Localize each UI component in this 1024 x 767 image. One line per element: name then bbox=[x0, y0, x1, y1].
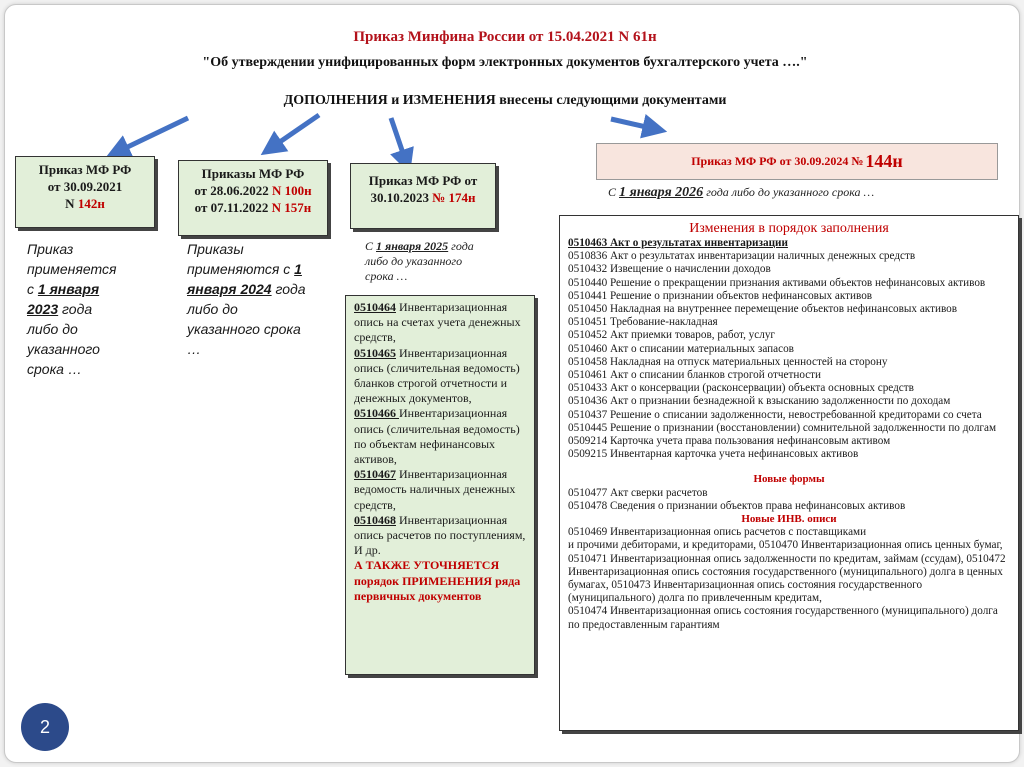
arrow-to-order1 bbox=[117, 118, 188, 152]
changes-list-item: 0510441 Решение о признании объектов нефинансовых активов bbox=[568, 289, 873, 302]
new-inv-item: 0510474 Инвентаризационная опись состояния государственного (муниципального) долга по предоставленным гарантиям bbox=[568, 605, 998, 631]
new-inv-title: Новые ИНВ. описи bbox=[741, 513, 837, 526]
new-form-item: 0510478 Сведения о признании объектов права нефинансовых активов bbox=[568, 499, 906, 512]
order4-note-b: года либо до указанного срока … bbox=[703, 185, 875, 199]
order2-note-date2: января 2024 bbox=[187, 281, 272, 297]
changes-list-item: 0510450 Накладная на внутреннее перемещение объектов нефинансовых активов bbox=[568, 303, 958, 316]
order1-note-e: либо до bbox=[27, 321, 78, 337]
new-inv-item: и прочими дебиторами, и кредиторами, 0510470 Инвентаризационная опись ценных бумаг, 0510471 Инвентаризационная опись задолженности по кредитам, займам (ссудам), 0510472 Инвентаризационная опись состояния государственного (муниципального) долга в ценных бумагах, 0510473 Инвентаризационная опись состояния государственного (муниципального) долга по привлеченным кредитам, bbox=[568, 539, 1006, 605]
changes-list-item: 0510461 Акт о списании бланков строгой отчетности bbox=[568, 369, 822, 382]
changes-first-item: 0510463 Акт о результатах инвентаризации bbox=[568, 237, 788, 249]
arrow-to-order4 bbox=[611, 119, 655, 129]
changes-list-item: 0510451 Требование-накладная bbox=[568, 316, 718, 329]
order3-note-date: 1 января 2025 bbox=[376, 239, 449, 253]
order3-note-c: либо до указанного bbox=[365, 254, 463, 268]
order3-tail: И др. bbox=[354, 543, 381, 558]
order-100-157-box bbox=[178, 160, 328, 236]
order3-form-text: Инвентаризационная опись на счетах учета денежных средств, bbox=[354, 300, 521, 345]
order2-note bbox=[187, 239, 327, 359]
order3-note-a: С bbox=[365, 239, 377, 253]
order3-form-item bbox=[354, 467, 526, 513]
order3-red-note: А ТАКЖЕ УТОЧНЯЕТСЯ порядок ПРИМЕНЕНИЯ ряда первичных документов bbox=[354, 558, 521, 603]
order-174-box bbox=[350, 163, 496, 229]
new-inv-list bbox=[568, 526, 1010, 632]
order2-note-b: применяются с bbox=[187, 261, 295, 277]
order1-note-date1: 1 января bbox=[37, 281, 100, 297]
order3-note bbox=[365, 239, 515, 284]
order3-form-text: Инвентаризационная опись расчетов по поступлениям, bbox=[354, 512, 526, 543]
slide bbox=[4, 4, 1020, 763]
order3-form-item bbox=[354, 346, 526, 407]
order1-note-c: с bbox=[27, 281, 38, 297]
page-subtitle: "Об утверждении унифицированных форм электронных документов бухгалтерского учета …." bbox=[202, 55, 808, 70]
order1-note bbox=[27, 239, 157, 379]
changes-box bbox=[559, 215, 1019, 731]
changes-list-item: 0510460 Акт о списании материальных запасов bbox=[568, 342, 794, 355]
order1-num-prefix: N bbox=[65, 196, 78, 211]
changes-title: Изменения в порядок заполнения bbox=[689, 221, 889, 236]
order3-line1: Приказ МФ РФ от bbox=[368, 173, 478, 188]
order1-line1: Приказ МФ РФ bbox=[38, 162, 132, 177]
order4-note-a: С bbox=[608, 185, 620, 199]
order3-form-text: Инвентаризационная ведомость наличных денежных средств, bbox=[354, 467, 516, 512]
changes-list-item: 0510432 Извещение о начислении доходов bbox=[568, 263, 771, 276]
order3-forms-box bbox=[345, 295, 535, 675]
order2-note-c: года bbox=[271, 281, 306, 297]
order3-number: № 174н bbox=[432, 190, 476, 205]
order2-line1: Приказы МФ РФ bbox=[201, 166, 305, 181]
order1-note-f: указанного bbox=[27, 341, 100, 357]
order2-number-100: N 100н bbox=[272, 183, 312, 198]
changes-list-item: 0510836 Акт о результатах инвентаризации наличных денежных средств bbox=[568, 250, 916, 263]
order4-text: Приказ МФ РФ от 30.09.2024 № bbox=[691, 154, 864, 168]
order2-note-f: … bbox=[187, 341, 201, 357]
order3-form-code: 0510468 bbox=[354, 512, 396, 527]
order2-note-e: указанного срока bbox=[187, 321, 301, 337]
order1-note-a: Приказ bbox=[27, 241, 74, 257]
changes-list-item: 0510437 Решение о списании задолженности, невостребованной кредиторами со счета bbox=[568, 408, 982, 421]
changes-list-item: 0510436 Акт о признании безнадежной к взысканию задолженности по доходам bbox=[568, 395, 951, 408]
changes-list-item: 0510440 Решение о прекращении признания активами объектов нефинансовых активов bbox=[568, 276, 986, 289]
order-142-box bbox=[15, 156, 155, 228]
order3-line2-date: 30.10.2023 bbox=[370, 190, 433, 205]
order2-note-date1: 1 bbox=[294, 261, 302, 277]
new-inv-item: 0510469 Инвентаризационная опись расчетов с поставщиками bbox=[568, 526, 867, 539]
order1-note-d: года bbox=[58, 301, 93, 317]
order4-note-date: 1 января 2026 bbox=[619, 185, 704, 200]
changes-list-item: 0509214 Карточка учета права пользования нефинансовым активом bbox=[568, 435, 891, 448]
order1-number: 142н bbox=[77, 196, 105, 211]
changes-list bbox=[568, 250, 1010, 461]
order1-note-date2: 2023 bbox=[27, 301, 59, 317]
order3-form-code: 0510466 bbox=[354, 406, 399, 421]
order4-number: 144н bbox=[865, 151, 903, 171]
order3-form-code: 0510465 bbox=[354, 345, 396, 360]
order1-note-g: срока … bbox=[27, 361, 82, 377]
order3-form-code: 0510464 bbox=[354, 300, 396, 314]
changes-list-item: 0510445 Решение о признании (восстановлении) сомнительной задолженности по долгам bbox=[568, 421, 997, 434]
order2-line3-date: от 07.11.2022 bbox=[194, 200, 272, 215]
order3-form-item bbox=[354, 300, 526, 346]
order3-forms-list bbox=[354, 300, 526, 543]
order3-form-code: 0510467 bbox=[354, 467, 396, 482]
order3-form-item bbox=[354, 406, 526, 467]
order4-note bbox=[608, 185, 1008, 200]
order3-note-d: срока … bbox=[365, 269, 408, 283]
order2-note-d: либо до bbox=[187, 301, 238, 317]
changes-list-item: 0510433 Акт о консервации (расконсервации) объекта основных средств bbox=[568, 382, 914, 395]
new-forms-list bbox=[568, 487, 1010, 513]
order2-number-157: N 157н bbox=[271, 200, 312, 215]
order1-note-b: применяется bbox=[27, 261, 117, 277]
changes-list-item: 0509215 Инвентарная карточка учета нефинансовых активов bbox=[568, 448, 859, 461]
arrow-to-order3 bbox=[391, 118, 406, 162]
order3-note-b: года bbox=[448, 239, 474, 253]
order2-note-a: Приказы bbox=[187, 241, 244, 257]
new-forms-title: Новые формы bbox=[753, 473, 825, 486]
page-number-badge: 2 bbox=[21, 703, 69, 751]
order2-line2-date: от 28.06.2022 bbox=[194, 183, 273, 198]
new-form-item: 0510477 Акт сверки расчетов bbox=[568, 486, 708, 499]
order3-form-text: Инвентаризационная опись (сличительная ведомость) бланков строгой отчетности и денежных документов, bbox=[354, 345, 520, 406]
amendments-heading: ДОПОЛНЕНИЯ и ИЗМЕНЕНИЯ внесены следующими документами bbox=[283, 93, 727, 108]
changes-list-item: 0510452 Акт приемки товаров, работ, услуг bbox=[568, 329, 775, 342]
page-title: Приказ Минфина России от 15.04.2021 N 61н bbox=[353, 29, 657, 45]
order1-line2: от 30.09.2021 bbox=[47, 179, 123, 194]
order-144-box bbox=[596, 143, 998, 180]
order3-form-item bbox=[354, 513, 526, 543]
order3-form-text: Инвентаризационная опись (сличительная ведомость) по объектам нефинансовых активов, bbox=[354, 406, 520, 467]
changes-list-item: 0510458 Накладная на отпуск материальных ценностей на сторону bbox=[568, 355, 888, 368]
arrow-to-order2 bbox=[271, 115, 319, 148]
